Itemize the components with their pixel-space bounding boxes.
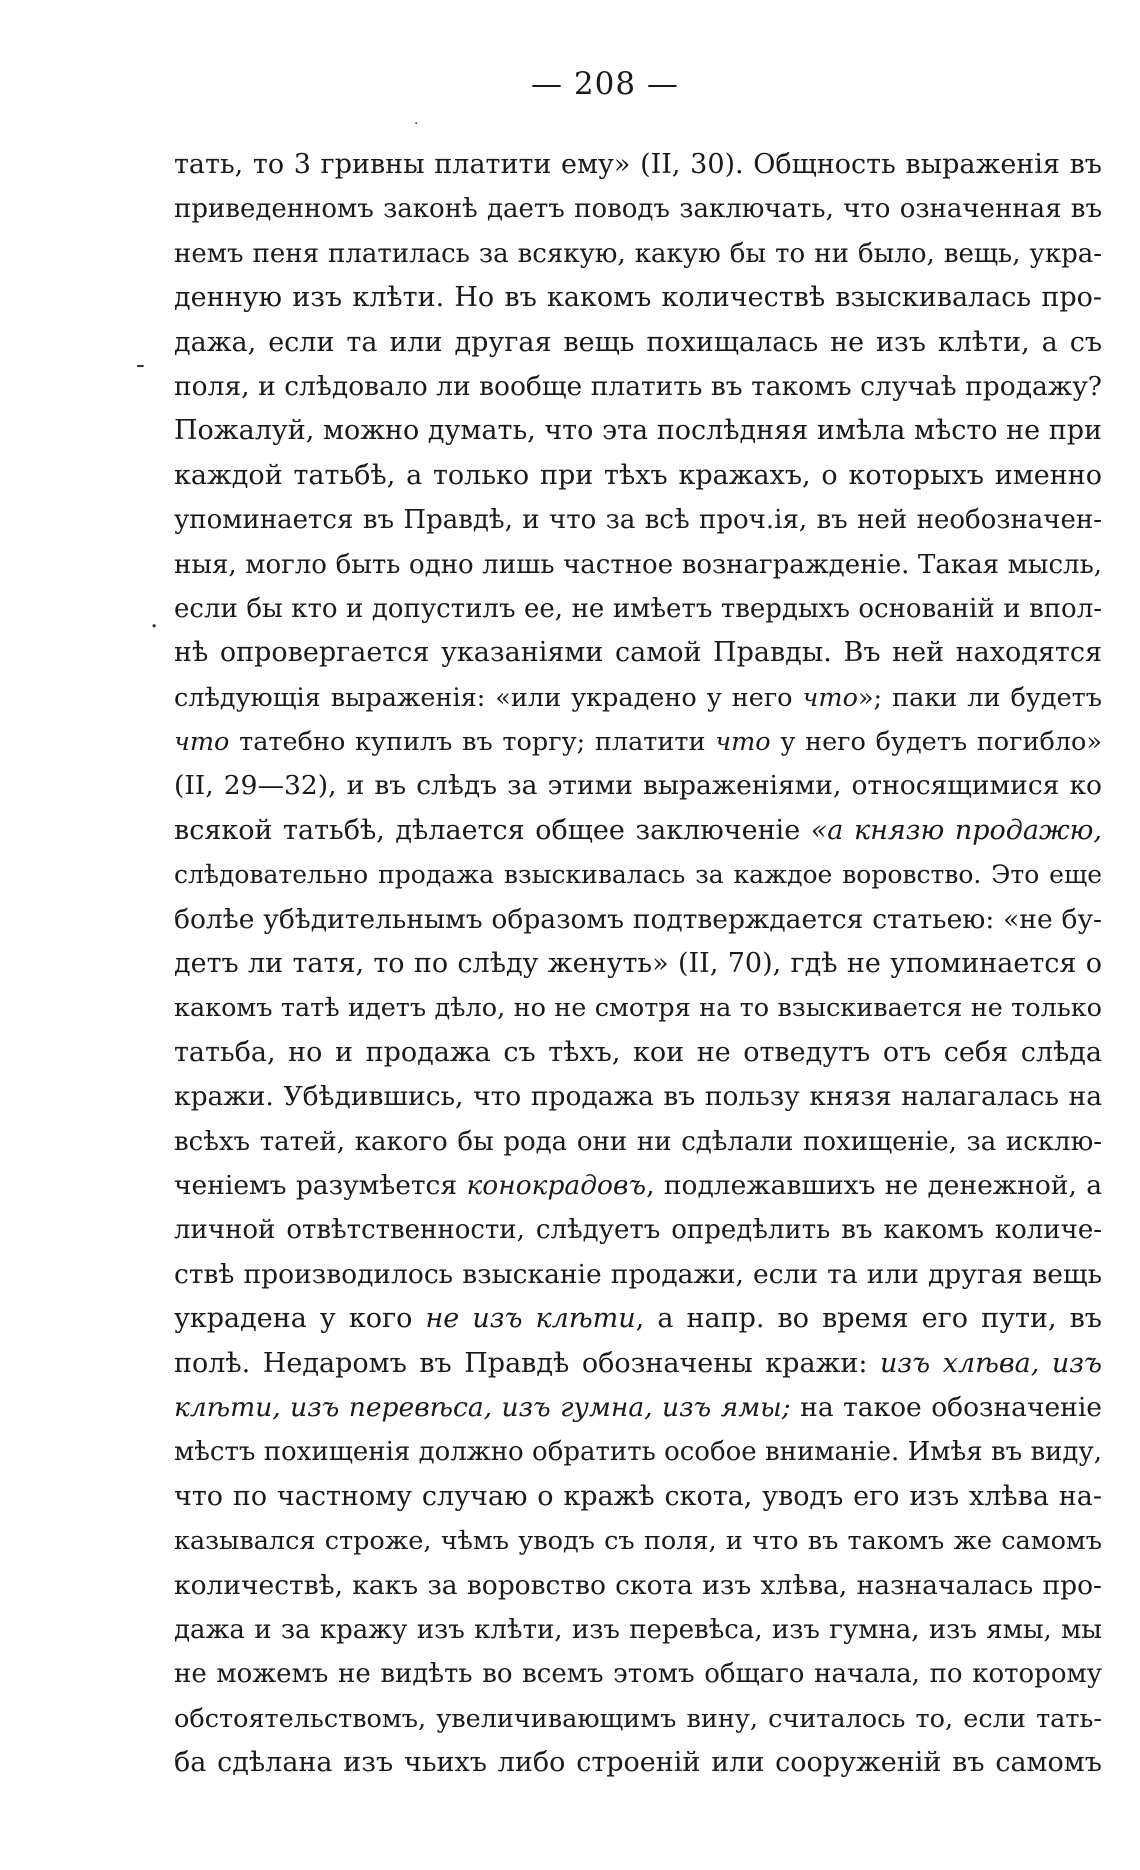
text-line [174, 1164, 1102, 1208]
text-line [174, 676, 1102, 720]
body-text [174, 143, 1102, 1785]
text-segment: ба сдѣлана изъ чьихъ либо строеній или сооруженій въ самомъ [174, 1747, 1102, 1779]
italic-text: что [715, 727, 771, 758]
text-line [174, 809, 1102, 853]
text-segment: дажа, если та или другая вещь похищалась не изъ клѣти, а съ [174, 326, 1102, 358]
text-segment: обстоятельствомъ, увеличивающимъ вину, считалось то, если тать- [174, 1703, 1102, 1734]
text-line [174, 1297, 1102, 1341]
text-segment: поля, и слѣдовало ли вообще платить въ такомъ случаѣ продажу? [174, 370, 1102, 402]
text-segment: каждой татьбѣ, а только при тѣхъ кражахъ, о которыхъ именно [174, 459, 1102, 491]
text-segment: какомъ татѣ идетъ дѣло, но не смотря на то взыскивается не только [174, 993, 1102, 1024]
page-number: — 208 — [531, 66, 679, 102]
text-line [174, 1208, 1102, 1252]
text-line [174, 587, 1102, 631]
text-segment: слѣдующія выраженія: «или украдено у него [174, 682, 803, 713]
text-line [174, 187, 1102, 231]
text-segment: денную изъ клѣти. Но въ какомъ количествѣ взыскивалась про- [174, 282, 1102, 314]
text-line [174, 1652, 1102, 1696]
text-line [174, 321, 1102, 365]
text-segment: »; паки ли будетъ [857, 682, 1102, 713]
text-segment: что по частному случаю о кражѣ скота, уводъ его изъ хлѣва на- [174, 1480, 1102, 1512]
text-line [174, 986, 1102, 1030]
text-line [174, 1031, 1102, 1075]
text-segment: всякой татьбѣ, дѣлается общее заключеніе [174, 814, 811, 846]
text-line [174, 1430, 1102, 1474]
text-segment: если бы кто и допустилъ ее, не имѣетъ твердыхъ основаній и впол- [174, 593, 1102, 624]
text-segment: тать, то 3 гривны платити ему» (II, 30). Общность выраженія въ [174, 149, 1102, 180]
italic-text: «а князю продажю, [810, 814, 1102, 846]
italic-text: что [802, 682, 858, 713]
text-segment: , подлежавшихъ не денежной, а [646, 1169, 1102, 1201]
text-segment: на такое обозначеніе [790, 1391, 1102, 1423]
italic-text: что [174, 727, 230, 758]
text-line [174, 1564, 1102, 1608]
text-line [174, 1386, 1102, 1430]
text-segment: количествѣ, какъ за воровство скота изъ хлѣва, назначалась про- [174, 1569, 1102, 1601]
text-segment: казывался строже, чѣмъ уводъ съ поля, и что въ такомъ же самомъ [174, 1526, 1102, 1557]
text-segment: слѣдовательно продажа взыскивалась за каждое воровство. Это еще [174, 860, 1102, 890]
text-line [174, 764, 1102, 808]
text-line [174, 1608, 1102, 1652]
italic-text: не изъ клѣти [425, 1303, 636, 1335]
text-line [174, 1120, 1102, 1164]
text-segment: мѣстъ похищенія должно обратить особое вниманіе. Имѣя въ виду, [174, 1437, 1102, 1468]
margin-small-dot: . [414, 112, 419, 128]
text-segment: татьба, но и продажа съ тѣхъ, кои не отведутъ отъ себя слѣда [174, 1036, 1102, 1068]
text-segment: дажа и за кражу изъ клѣти, изъ перевѣса, изъ гумна, изъ ямы, мы [174, 1614, 1102, 1645]
text-segment: ствѣ производилось взысканіе продажи, если та или другая вещь [174, 1258, 1102, 1290]
text-line [174, 1075, 1102, 1119]
text-segment: ныя, могло быть одно лишь частное вознагражденіе. Такая мысль, [174, 549, 1102, 580]
text-line [174, 454, 1102, 498]
text-segment: нѣ опровергается указаніями самой Правды. Въ ней находятся [174, 637, 1102, 669]
margin-dash-mark: - [136, 350, 145, 380]
text-line [174, 409, 1102, 453]
italic-text: конокрадовъ [466, 1169, 647, 1201]
text-line [174, 232, 1102, 276]
text-line [174, 276, 1102, 320]
text-segment: , а напр. во время его пути, въ [635, 1303, 1102, 1335]
text-segment: приведенномъ законѣ даетъ поводъ заключать, что означенная въ [174, 194, 1102, 225]
text-line [174, 1741, 1102, 1785]
text-segment: детъ ли татя, то по слѣду женуть» (II, 70), гдѣ не упоминается о [174, 948, 1102, 980]
text-line [174, 1342, 1102, 1386]
text-segment: немъ пеня платилась за всякую, какую бы то ни было, вещь, укра- [174, 238, 1102, 269]
text-segment: ченіемъ разумѣется [174, 1169, 467, 1201]
text-line [174, 1253, 1102, 1297]
text-segment: (II, 29—32), и въ слѣдъ за этими выраженіями, относящимися ко [174, 770, 1102, 802]
text-segment: всѣхъ татей, какого бы рода они ни сдѣлали похищеніе, за исклю- [174, 1126, 1102, 1157]
text-segment: у него будетъ погибло» [770, 727, 1102, 758]
text-line [174, 720, 1102, 764]
text-line [174, 1697, 1102, 1741]
text-segment: кражи. Убѣдившись, что продажа въ пользу князя налагалась на [174, 1081, 1102, 1113]
text-segment: упоминается въ Правдѣ, и что за всѣ проч.ія, въ ней необозначен- [174, 505, 1102, 536]
text-segment: Пожалуй, можно думать, что эта послѣдняя имѣла мѣсто не при [174, 415, 1102, 447]
text-line [174, 942, 1102, 986]
text-segment: не можемъ не видѣть во всемъ этомъ общаго начала, по которому [174, 1659, 1102, 1690]
italic-text: изъ хлѣва, изъ [880, 1347, 1102, 1379]
text-segment: личной отвѣтственности, слѣдуетъ опредѣлить въ какомъ количе- [174, 1215, 1102, 1246]
text-line [174, 1519, 1102, 1563]
text-line [174, 631, 1102, 675]
text-line [174, 143, 1102, 187]
text-line [174, 365, 1102, 409]
text-line [174, 853, 1102, 897]
text-segment: татебно купилъ въ торгу; платити [229, 727, 716, 758]
italic-text: клѣти, изъ перевѣса, изъ гумна, изъ ямы; [174, 1391, 791, 1423]
text-line [174, 543, 1102, 587]
margin-dot-mark: · [150, 612, 159, 642]
text-line [174, 1475, 1102, 1519]
text-segment: полѣ. Недаромъ въ Правдѣ обозначены кражи: [174, 1347, 881, 1379]
text-segment: украдена у кого [174, 1303, 426, 1335]
text-line [174, 898, 1102, 942]
text-line [174, 498, 1102, 542]
text-segment: болѣе убѣдительнымъ образомъ подтверждается статьею: «не бу- [174, 903, 1102, 935]
